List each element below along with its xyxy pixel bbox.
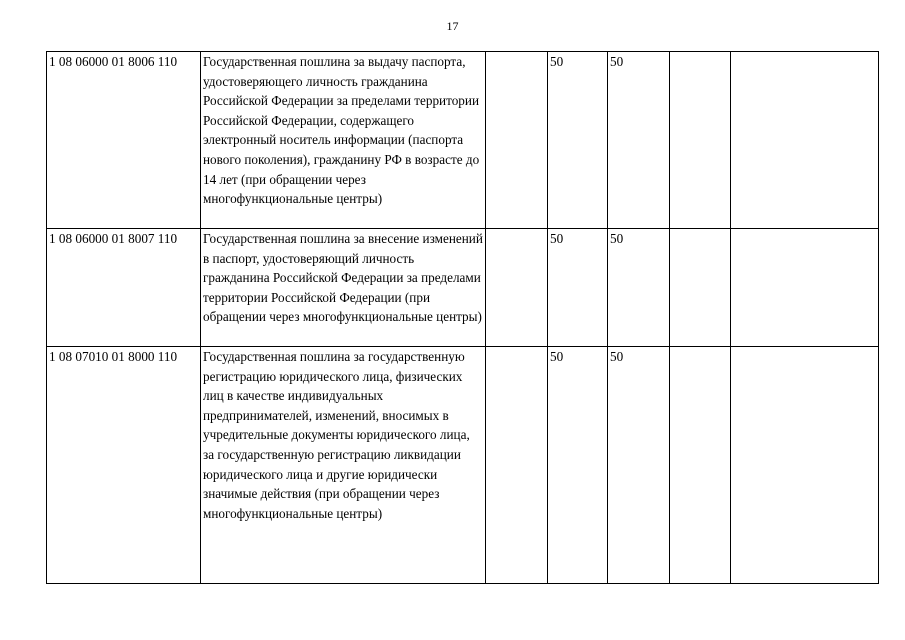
empty-cell [670,52,731,229]
table-row [47,229,879,347]
empty-cell [670,229,731,347]
fee-table [46,51,879,584]
empty-cell [486,229,548,347]
amount-cell: 50 [608,52,670,229]
amount-cell: 50 [608,229,670,347]
page-number: 17 [446,19,459,33]
amount-cell: 50 [548,52,608,229]
description-cell: Государственная пошлина за государственную регистрацию юридического лица, физических лиц в качестве индивидуальных предпринимателей, изменений, вносимых в учредительные документы юридического лица, за государственную регистрацию ликвидации юридического лица и другие юридически значимые действия (при обращении через многофункциональные центры) [201,347,486,584]
empty-cell [731,52,879,229]
empty-cell [731,229,879,347]
table-row [47,52,879,229]
description-cell: Государственная пошлина за выдачу паспорта, удостоверяющего личность гражданина Российской Федерации за пределами территории Российской Федерации, содержащего электронный носитель информации (паспорта нового поколения), гражданину РФ в возрасте до 14 лет (при обращении через многофункциональные центры) [201,52,486,229]
description-cell: Государственная пошлина за внесение изменений в паспорт, удостоверяющий личность гражданина Российской Федерации за пределами территории Российской Федерации (при обращении через многофункциональные центры) [201,229,486,347]
amount-cell: 50 [608,347,670,584]
empty-cell [486,347,548,584]
empty-cell [486,52,548,229]
budget-code-cell: 1 08 07010 01 8000 110 [47,347,201,584]
budget-code-cell: 1 08 06000 01 8006 110 [47,52,201,229]
empty-cell [670,347,731,584]
table-row [47,347,879,584]
budget-code-cell: 1 08 06000 01 8007 110 [47,229,201,347]
amount-cell: 50 [548,347,608,584]
amount-cell: 50 [548,229,608,347]
empty-cell [731,347,879,584]
